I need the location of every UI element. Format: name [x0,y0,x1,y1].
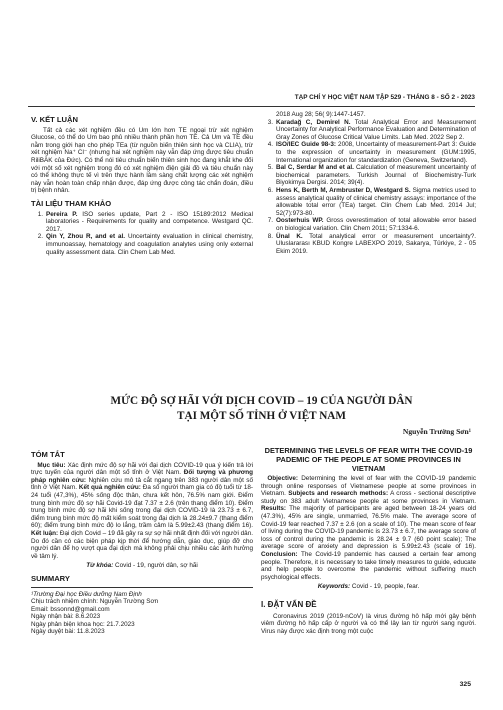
reference-number: 5. [267,164,273,172]
reference-author: ISO/IEC Guide 98-3: [276,141,337,149]
reference-body: Calculation of measurement uncertainty of biochemical parameters. Turkish Journal of Biochemistry-Turk Biyokimya Dergisi. 2014; 39(4). [276,164,476,187]
abstract-label: Results: [261,505,287,513]
reference-body: Total analytical error or measurement uncertainty?. Uluslararası KBUD Kongre LABEXPO 2019, Sakarya, Türkiye, 2 - 05 Ekim 2019. [276,232,476,255]
keywords-vi [31,562,253,570]
conclusion-paragraph: Tất cả các xét nghiệm đều có Um lớn hơn TE ngoại trừ xét nghiệm Glucose, có thể do Um bao phủ nhiều thành phần hơn TE. Cả Um và TE đều nằm trong giới hạn cho phép TEa (từ nguồn biến thiên sinh học và CLIA), trừ xét nghiệm Na⁺ Cl⁻ (nhưng hai xét nghiệm này vẫn đáp ứng được tiêu chuẩn RiliBÄK của Đức). Có thể nói tiêu chuẩn biến thiên sinh học đang khắt khe đối với một số xét nghiệm trong đó có xét nghiệm điện giải đồ và tiêu chuẩn này có thể không thực tế vì trên thực hành lâm sàng chất lượng các xét nghiệm này vẫn hoàn toàn chấp nhận được, đáp ứng được công tác chẩn đoán, điều trị bệnh nhân. [31,126,253,195]
references-heading: TÀI LIỆU THAM KHẢO [31,198,112,208]
reference-item [261,187,476,217]
abstract-text: A cross - sectional descriptive study on 383 adult Vietnamese people at some provinces in Vietnam. [261,490,476,505]
abstract-text: Nghiên cứu mô tả cắt ngang trên 383 người dân một số tỉnh ở Việt Nam. [31,476,254,492]
conclusion-heading: V. KẾT LUẬN [31,115,78,124]
reference-text [276,141,476,164]
reference-author: Karadağ C, Demirel N. [276,118,351,126]
reference-body: ISO series update, Part 2 - ISO 15189:2012 Medical laboratories - Requirements for quality and competence. Westgard QC. 2017. [46,210,253,233]
reference-continuation [261,111,476,119]
abstract-en-title: DETERMINING THE LEVELS OF FEAR WITH THE COVID-19 PADEMIC OF THE PEOPLE AT SOME PROVINCES IN VIETNAM [264,446,473,473]
reference-author: Ünal K. [276,232,303,240]
reference-item [261,164,476,187]
abstract-label: Conclusion: [261,550,298,558]
footnote: Ngày duyệt bài: 11.8.2023 [31,628,105,636]
keywords-label: Keywords: [317,583,351,591]
reference-item [31,211,253,234]
reference-item [261,141,476,164]
footnote: ¹Trường Đại học Điều dưỡng Nam Định [31,590,142,598]
running-header: TẠP CHÍ Y HỌC VIỆT NAM TẬP 529 - THÁNG 8 - SỐ 2 - 2023 [28,94,475,107]
reference-number: 3. [267,118,273,126]
summary-heading: SUMMARY [31,573,70,583]
reference-number: 7. [267,217,273,225]
abstract-text: Đại dịch Covid – 19 đã gây ra sự sợ hãi nhất định đối với người dân. Do đó cần có các biện pháp kịp thời để hướng dẫn, giáo dục, giúp đỡ cho người dân để họ vượt qua đại dịch mà không phải chịu nhiều các ảnh hưởng về tâm lý. [31,529,253,560]
left-column-bottom [31,446,253,636]
abstract-label: Objective: [267,475,299,482]
reference-body: 2018 Aug 28; 56( 9):1447-1457. [276,111,366,118]
abstract-label: Kết quả nghiên cứu: [78,484,141,492]
abstract-label: Subjects and research methods: [288,490,389,498]
abstract-text: Determining the level of fear with the COVID-19 pandemic through online responses of Vietnamese people at some provinces in Vietnam. [261,475,476,498]
reference-author: Bal C, Serdar M and et al. [276,164,354,172]
reference-body: Gross overestimation of total allowable error based on biological variation. Clin Chem 2011; 57:1334-6. [276,217,476,232]
reference-text [276,217,476,232]
reference-item [261,217,476,232]
article-author: Nguyễn Trường Sơn¹ [402,427,471,436]
reference-body: 2008, Uncertainty of measurement-Part 3: Guide to the expression of uncertainty in measurement (GUM:1995, International organization for standardization (Geneva, Switzerland). [276,141,477,164]
reference-author: Qin Y, Zhou R, and et al. [46,233,126,241]
abstract-label: Mục tiêu: [37,461,66,469]
reference-text [276,164,476,187]
keywords-label: Từ khóa: [86,562,114,570]
reference-body: Uncertainty evaluation in clinical chemistry, immunoassay, hematology and coagulation analytes using only external quality assessment data. Clin Chem Lab Med. [46,233,253,256]
footnote: Email: bssonnd@gmail.com [31,605,110,613]
keywords-en [261,583,476,591]
page-number: 325 [459,681,471,688]
reference-number: 4. [267,141,273,149]
reference-number: 8. [267,232,273,240]
right-column-top [261,111,476,255]
reference-text [276,233,476,256]
reference-item [31,233,253,256]
abstract-text: The majority of participants are aged between 18-24 years old (47.3%), 45% are single, unmarried, 76.5% male. The average score of Covid-19 fear reached 7.37 ± 2.6 (on a scale of 10). The mean score of fear of living during the COVID-19 pandemic is 23.73 ± 6.7, the average score of loss of control during the pandemic is 28.24 ± 9.7 (60 point scale); The average score of anxiety and depression is 5.99±2.43 (scale of 16). [261,505,476,551]
reference-author: Oosterhuis WP. [276,217,324,225]
reference-item [261,233,476,256]
reference-item [261,119,476,142]
reference-body: Total Analytical Error and Measurement Uncertainty for Analytical Performance Evaluation and Determination of Gray Zones of Glucose Critical Value Limits. Lab Med. 2022 Sep 2. [276,118,476,141]
abstract-text: The Covid-19 pandemic has caused a certain fear among people. Therefore, it is necessary to take timely measures to guide, educate and help people to overcome the pandemic without suffering much psychological effects. [261,550,476,581]
abstract-text: Đa số người tham gia có độ tuổi từ 18-24 tuổi (47,3%), 45% sống độc thân, chưa kết hôn, 76.5% nam giới. Điểm trung bình mức độ sợ hãi Covid-19 đạt 7.37 ± 2.6 (trên thang điểm 10). Điểm trung bình mức độ sợ hãi khi sống trong đại dịch COVID-19 là 23.73 ± 6.7, điểm trung bình mức độ mất kiểm soát trong đại dịch là 28.24±9.7 (thang điểm 60); điểm trung bình mức độ lo lắng, trầm cảm là 5.99±2.43 (thang điểm 16). [31,484,253,530]
article-title-line: TẠI MỘT SỐ TỈNH Ở VIỆT NAM [177,410,346,422]
reference-list-left [31,211,253,257]
reference-number: 1. [37,210,43,218]
article-title-line: MỨC ĐỘ SỢ HÃI VỚI DỊCH COVID – 19 CỦA NGƯỜI DÂN [110,395,413,407]
abstract-en-body [261,475,476,581]
reference-body: Sigma metrics used to assess analytical quality of clinical chemistry assays: importance of the allowable total error (TEa) target. Clin Chem Lab Med. 2014 Jul; 52(7):973-80. [276,186,476,217]
reference-number: 2. [37,233,43,241]
abstract-text: Xác định mức độ sợ hãi với đại dịch COVID-19 qua ý kiến trả lời trực tuyến của người dân một số tỉnh ở Việt Nam. [31,461,253,477]
reference-author: Hens K, Berth M, Armbruster D, Westgard S. [276,186,411,194]
abstract-label: Đối tượng và phương pháp nghiên cứu: [31,469,253,484]
reference-text [276,119,476,142]
article-title [60,394,463,424]
intro-paragraph: Coronavirus 2019 (2019-nCoV) là virus đường hô hấp mới gây bệnh viêm đường hô hấp cấp ở người và có thể lây lan từ người sang người. Virus này được xác định trong một cuộc [261,612,476,635]
left-column-top [31,111,253,256]
footnote: Ngày phản biện khoa học: 21.7.2023 [31,620,135,628]
reference-author: Pereira P. [46,210,78,218]
keywords-text: Covid - 19, people, fear. [350,583,420,591]
footnote: Chịu trách nhiệm chính: Nguyễn Trường Sơn [31,598,159,606]
keywords-text: Covid - 19, người dân, sợ hãi [113,562,198,570]
abstract-vi-heading: TÓM TẮT [31,450,65,459]
footnote-divider [31,587,253,588]
footnote: Ngày nhận bài: 8.6.2023 [31,613,101,621]
abstract-label: Kết luận: [31,529,59,537]
reference-text [276,187,476,217]
intro-heading: I. ĐẶT VẤN ĐỀ [261,599,317,609]
reference-text [46,211,253,234]
abstract-vi-body [31,462,253,561]
reference-number: 6. [267,186,273,194]
right-column-bottom [261,446,476,635]
reference-text [46,233,253,256]
